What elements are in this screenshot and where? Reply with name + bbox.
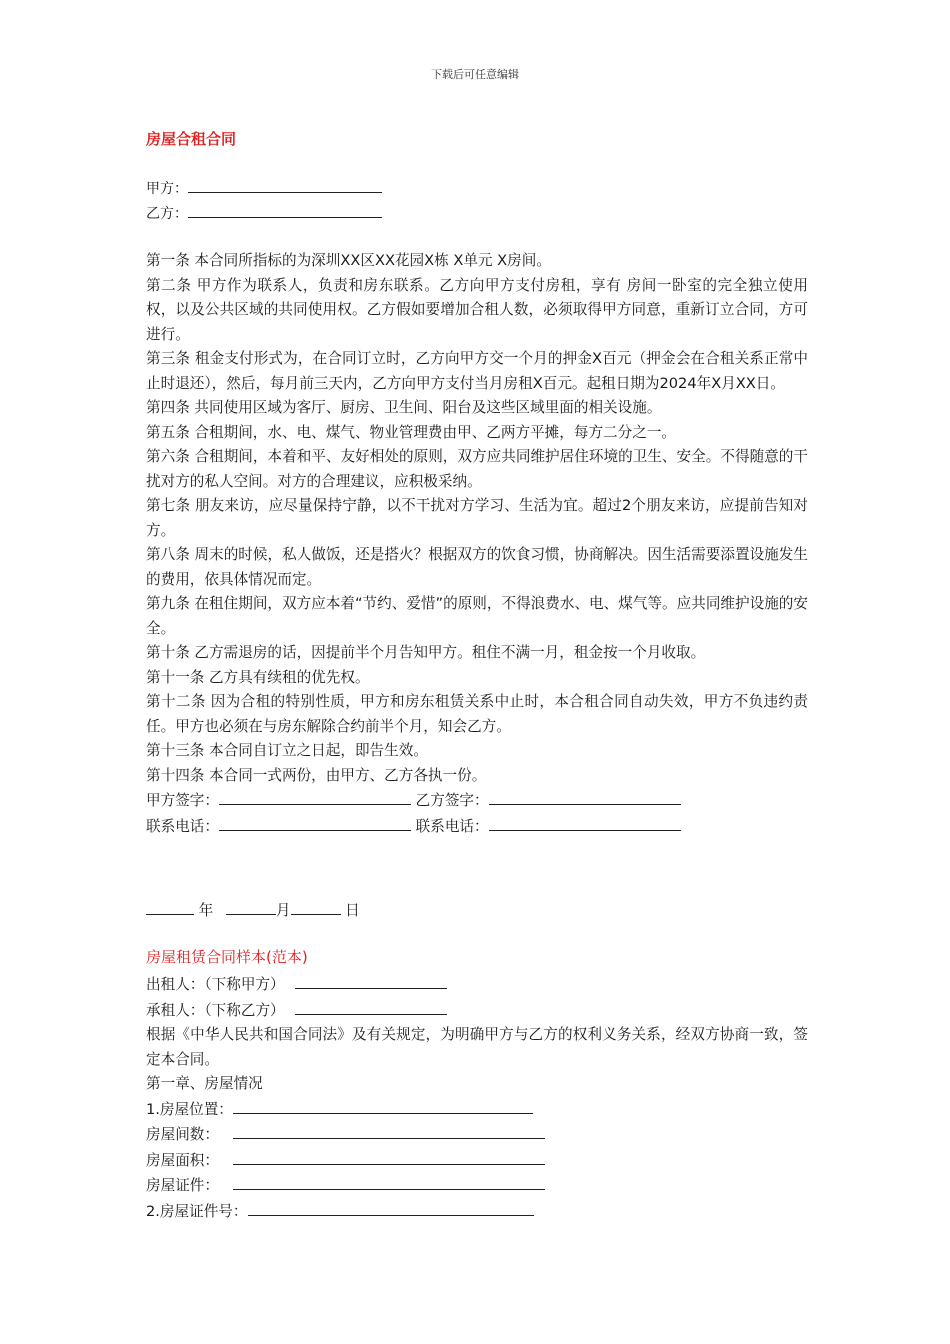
field-certificate bbox=[146, 1173, 808, 1199]
party-block bbox=[146, 176, 382, 226]
field-certificate-label: 房屋证件： bbox=[146, 1177, 219, 1194]
contract2-body bbox=[146, 972, 808, 1224]
sign-b-blank[interactable] bbox=[489, 788, 681, 805]
field-rooms-blank[interactable] bbox=[233, 1122, 545, 1139]
field-certificate-no bbox=[146, 1199, 808, 1225]
contract-title: 房屋合租合同 bbox=[146, 130, 237, 148]
phone-row bbox=[146, 814, 808, 840]
month-label: 月 bbox=[275, 902, 291, 919]
phone-a-label: 联系电话： bbox=[146, 817, 219, 835]
article-2: 第二条 甲方作为联系人，负责和房东联系。乙方向甲方支付房租，享有 房间一卧室的完全独立使用权，以及公共区域的共同使用权。乙方假如要增加合租人数，必须取得甲方同意，重新订立合同，方可进行。 bbox=[146, 276, 808, 343]
phone-b-label: 联系电话： bbox=[415, 817, 489, 835]
field-rooms bbox=[146, 1122, 808, 1148]
party-b-line bbox=[146, 201, 382, 226]
article-7: 第七条 朋友来访，应尽量保持宁静，以不干扰对方学习、生活为宜。超过2个朋友来访，应提前告知对方。 bbox=[146, 497, 808, 539]
chapter-1-heading: 第一章、房屋情况 bbox=[146, 1075, 263, 1092]
sign-b-label: 乙方签字： bbox=[415, 792, 489, 809]
article-13: 第十三条 本合同自订立之日起，即告生效。 bbox=[146, 742, 428, 759]
signature-row bbox=[146, 788, 808, 814]
article-1: 第一条 本合同所指标的为深圳XX区XX花园X栋 X单元 X房间。 bbox=[146, 252, 551, 269]
month-blank[interactable] bbox=[226, 898, 276, 915]
article-14: 第十四条 本合同一式两份，由甲方、乙方各执一份。 bbox=[146, 766, 487, 784]
field-location-label: 1.房屋位置： bbox=[146, 1100, 233, 1118]
field-rooms-label: 房屋间数： bbox=[146, 1126, 219, 1143]
contract-articles bbox=[146, 249, 808, 839]
year-blank[interactable] bbox=[146, 898, 194, 915]
article-3: 第三条 租金支付形式为，在合同订立时，乙方向甲方交一个月的押金X百元（押金会在合租关系正常中止时退还），然后，每月前三天内，乙方向甲方支付当月房租X百元。起租日期为2024年X月XX日。 bbox=[146, 350, 808, 392]
lessee-line bbox=[146, 998, 808, 1024]
contract2-intro: 根据《中华人民共和国合同法》及有关规定，为明确甲方与乙方的权利义务关系，经双方协商一致，签定本合同。 bbox=[146, 1026, 808, 1068]
article-10: 第十条 乙方需退房的话，因提前半个月告知甲方。租住不满一月，租金按一个月收取。 bbox=[146, 644, 706, 661]
sign-a-blank[interactable] bbox=[219, 788, 411, 805]
year-label: 年 bbox=[198, 902, 214, 919]
field-certificate-no-label: 2.房屋证件号： bbox=[146, 1202, 248, 1220]
party-a-line bbox=[146, 176, 382, 201]
lessor-blank[interactable] bbox=[295, 972, 447, 989]
date-line bbox=[146, 898, 360, 920]
phone-a-blank[interactable] bbox=[219, 814, 411, 831]
lessee-blank[interactable] bbox=[295, 998, 447, 1015]
field-certificate-blank[interactable] bbox=[233, 1173, 545, 1190]
lessee-label: 承租人：（下称乙方） bbox=[146, 1001, 285, 1019]
field-area-blank[interactable] bbox=[233, 1148, 545, 1165]
lessor-label: 出租人：（下称甲方） bbox=[146, 976, 285, 993]
field-location bbox=[146, 1097, 808, 1123]
party-b-blank[interactable] bbox=[188, 201, 382, 218]
phone-b-blank[interactable] bbox=[489, 814, 681, 831]
page-header: 下载后可任意编辑 bbox=[431, 68, 519, 81]
party-a-label: 甲方： bbox=[146, 181, 188, 197]
field-area bbox=[146, 1148, 808, 1174]
article-11: 第十一条 乙方具有续租的优先权。 bbox=[146, 668, 370, 686]
article-4: 第四条 共同使用区域为客厅、厨房、卫生间、阳台及这些区域里面的相关设施。 bbox=[146, 399, 662, 416]
day-blank[interactable] bbox=[291, 898, 341, 915]
field-area-label: 房屋面积： bbox=[146, 1151, 219, 1169]
field-certificate-no-blank[interactable] bbox=[248, 1199, 534, 1216]
day-label: 日 bbox=[345, 902, 360, 919]
contract2-title: 房屋租赁合同样本(范本) bbox=[146, 948, 308, 966]
lessor-line bbox=[146, 972, 808, 998]
article-12: 第十二条 因为合租的特别性质，甲方和房东租赁关系中止时，本合租合同自动失效，甲方不负违约责任。甲方也必须在与房东解除合约前半个月，知会乙方。 bbox=[146, 693, 808, 735]
party-b-label: 乙方： bbox=[146, 206, 188, 222]
party-a-blank[interactable] bbox=[188, 176, 382, 193]
article-6: 第六条 合租期间，本着和平、友好相处的原则，双方应共同维护居住环境的卫生、安全。不得随意的干扰对方的私人空间。对方的合理建议，应积极采纳。 bbox=[146, 448, 808, 490]
article-5: 第五条 合租期间，水、电、煤气、物业管理费由甲、乙两方平摊，每方二分之一。 bbox=[146, 423, 677, 441]
article-8: 第八条 周末的时候，私人做饭，还是搭火？根据双方的饮食习惯，协商解决。因生活需要添置设施发生的费用，依具体情况而定。 bbox=[146, 546, 808, 588]
article-9: 第九条 在租住期间，双方应本着“节约、爱惜”的原则，不得浪费水、电、煤气等。应共同维护设施的安全。 bbox=[146, 595, 808, 637]
field-location-blank[interactable] bbox=[233, 1097, 533, 1114]
sign-a-label: 甲方签字： bbox=[146, 792, 219, 809]
